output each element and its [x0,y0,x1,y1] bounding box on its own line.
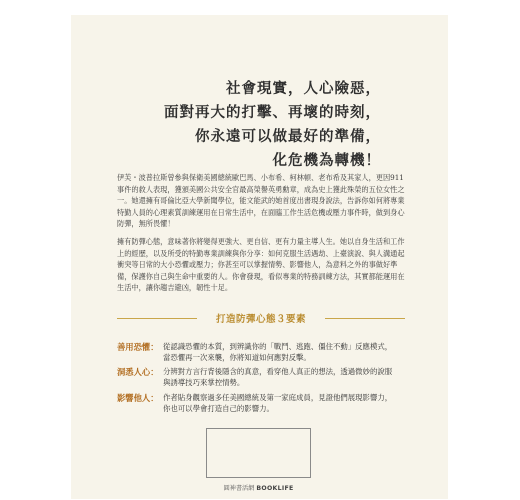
headline [101,77,381,173]
feature-label: 影響他人： [117,393,159,403]
feature-line: 分辨對方言行背後隱含的真意，看穿他人真正的想法，透過微妙的說服 [163,367,393,376]
publisher-name: 圓神書活網 [223,485,255,492]
feature-label: 洞悉人心： [117,367,159,377]
feature-line: 你也可以學會打造自己的影響力。 [163,404,274,413]
headline-line: 面對再大的打擊、再壞的時刻， [164,104,381,121]
headline-line: 化危機為轉機！ [272,152,381,169]
description-paragraph: 伊芙・波普拉斯曾參與保衛美國總統歐巴馬、小布希、柯林頓、老布希及其家人，更因911事件的救人表現，獲頒美國公共安全官最高榮譽英勇勳章，成為史上獲此殊榮的五位女性之一。她還擁有哥倫比亞大學新聞學位，能文能武的她首度出書現身說法，告訴你如何將專業特勤人員的心理素質訓練運用在日常生活中，在面臨工作生活危機或壓力事件時，做到身心防彈，無所畏懼！ [117,173,405,229]
feature-line: 與誘導技巧來掌控情勢。 [163,378,245,387]
headline-line: 你永遠可以做最好的準備， [195,128,381,145]
publisher-logo [201,483,316,492]
feature-description [163,341,409,363]
barcode-placeholder-box [206,428,311,478]
feature-line: 當恐懼再一次來襲，你將知道如何應對反擊。 [163,353,311,362]
headline-line: 社會現實，人心險惡， [226,80,381,97]
divider-right [325,318,405,319]
feature-description [163,392,409,414]
book-back-cover [71,15,448,499]
feature-description [163,366,409,388]
publisher-brand: BOOKLIFE [256,485,294,492]
description [117,172,405,300]
feature-label: 善用恐懼： [117,342,159,352]
feature-line: 作者貼身觀察過多任美國總統及第一家庭成員，見證他們展現影響力， [163,393,393,402]
section-heading [117,311,405,327]
section-title: 打造防彈心態３要素 [215,314,306,325]
description-paragraph: 擁有防彈心態，意味著你將變得更強大、更自信、更有力量主導人生。她以自身生活和工作上的經歷，以及所受的特勤專業訓練與你分享：如何克服生活遇劫、上臺演說、與人溝通起衝突等日常的大小恐懼或壓力；你甚至可以掌握情勢、影響他人，為意料之外的事做好準備，保護你自己與生命中重要的人。你會發現，看似專業的特務訓練方法，其實都能運用在生活中，讓你趨吉避凶，韌性十足。 [117,236,405,293]
feature-line: 從認識恐懼的本質，到辨識你的「戰鬥、逃跑、僵住不動」反應模式， [163,342,393,351]
